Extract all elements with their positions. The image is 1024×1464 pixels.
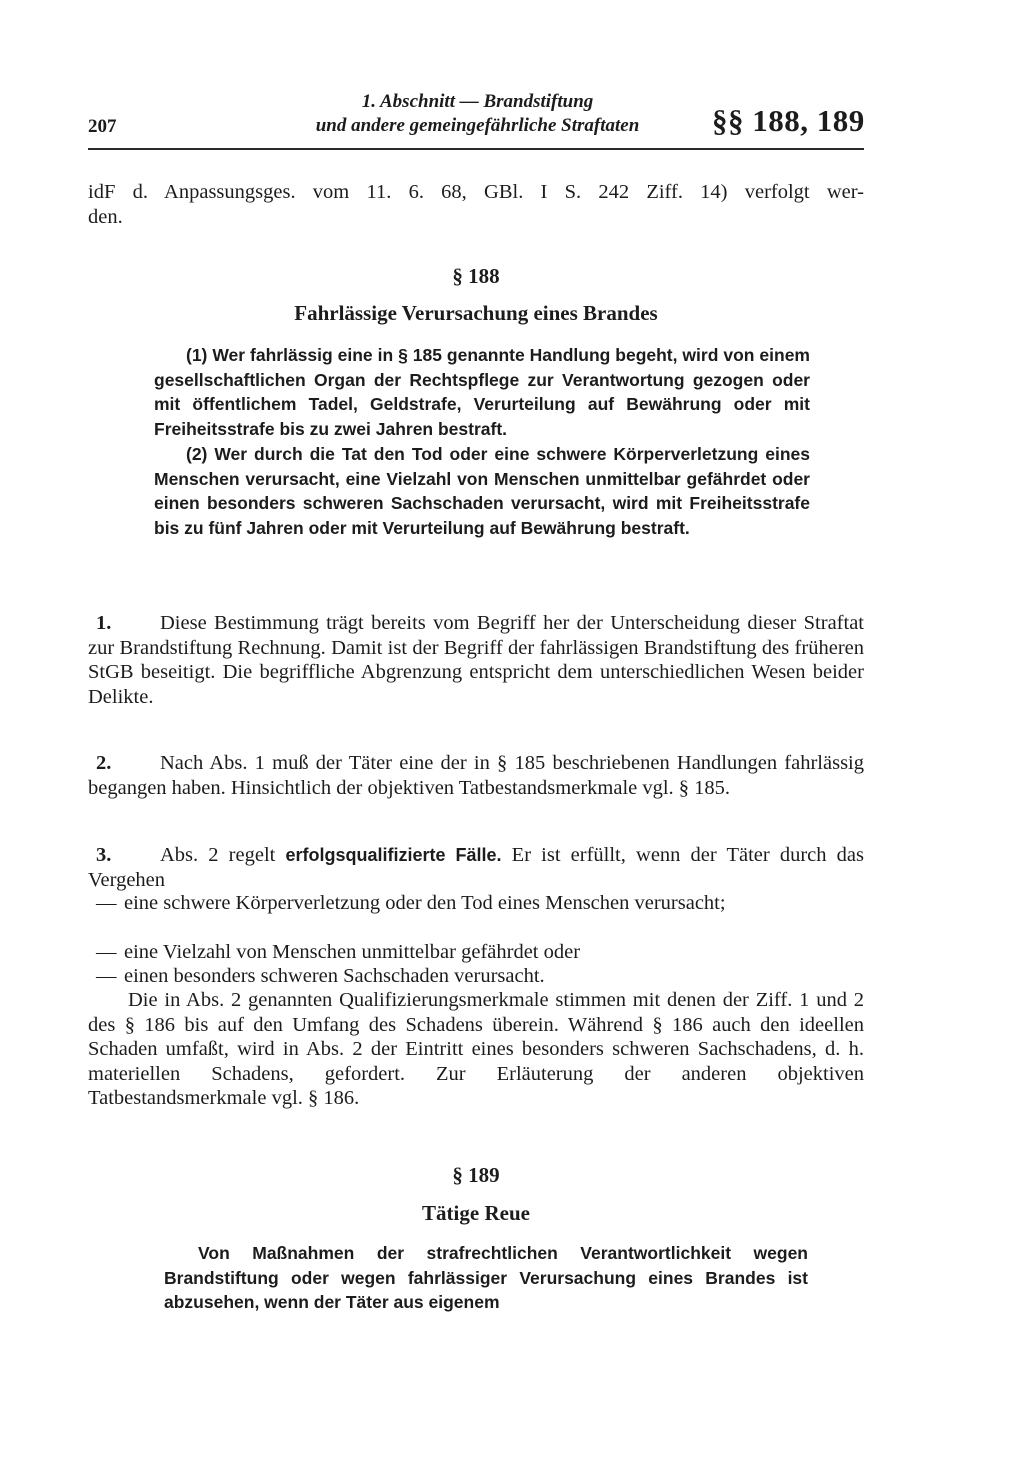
note-3-text-pre: Abs. 2 regelt [160, 844, 286, 866]
section-189-title: Tätige Reue [422, 1201, 530, 1225]
dash-mark: — [96, 892, 117, 914]
note-3-list-item [88, 964, 864, 989]
note-1 [88, 611, 864, 709]
intro-text [88, 180, 864, 230]
intro-line-2: den. [88, 206, 123, 228]
dash-mark: — [96, 965, 117, 987]
note-3-text-post: Er ist erfüllt, wenn der Täter durch das Vergehen [88, 844, 864, 891]
note-1-text: Diese Bestimmung trägt bereits vom Begriff her der Unterscheidung dieser Straftat zur Brandstiftung Rechnung. Damit ist der Begriff der fahrlässigen Brandstiftung des früheren StGB beseitigt. Die begriffliche Abgrenzung entspricht dem unterschiedlichen Wesen beider Delikte. [88, 612, 864, 708]
section-189-number: § 189 [452, 1163, 500, 1187]
note-2 [88, 751, 864, 800]
note-1-number: 1. [96, 612, 112, 634]
note-3-list-item-text: einen besonders schweren Sachschaden verursacht. [124, 965, 545, 987]
header-rule [88, 148, 864, 150]
running-header-title [250, 90, 705, 138]
note-3-closing [88, 988, 864, 1111]
note-3-number: 3. [96, 844, 112, 866]
note-3-emphasis: erfolgsqualifizierte Fälle. [285, 845, 502, 865]
running-header-line-2: und andere gemeingefährliche Straftaten [315, 115, 640, 136]
note-3 [88, 843, 864, 892]
note-3-list-item [88, 891, 864, 916]
note-3-closing-text: Die in Abs. 2 genannten Qualifizierungsmerkmale stimmen mit denen der Ziff. 1 und 2 des § 186 bis auf den Umfang des Schadens überein. Während § 186 auch den ideellen Schaden umfaßt, wird in Abs. 2 der Eintritt eines besonders schweren Sachschadens, d. h. materiellen Schadens, gefordert. Zur Erläuterung der anderen objektiven Tatbestandsmerkmale vgl. § 186. [88, 989, 864, 1109]
section-188-paragraph-1: (1) Wer fahrlässig eine in § 185 genannte Handlung begeht, wird von einem gesellschaftlichen Organ der Rechtspflege zur Verantwortung gezogen oder mit öffentlichem Tadel, Geldstrafe, Verurteilung auf Bewährung oder mit Freiheitsstrafe bis zu zwei Jahren bestraft. [154, 345, 810, 440]
note-3-text [88, 843, 864, 892]
running-header-sections: §§ 188, 189 [712, 103, 865, 138]
page-number: 207 [88, 116, 117, 137]
section-189-paragraph: Von Maßnahmen der strafrechtlichen Verantwortlichkeit wegen Brandstiftung oder wegen fahrlässiger Verursachung eines Brandes ist abzusehen, wenn der Täter aus eigenem [164, 1243, 808, 1313]
intro-line-1: idF d. Anpassungsges. vom 11. 6. 68, GBl. I S. 242 Ziff. 14) verfolgt wer- [88, 181, 864, 203]
section-188-statute [154, 343, 810, 541]
section-188-paragraph-2: (2) Wer durch die Tat den Tod oder eine schwere Körperverletzung eines Menschen verursacht, eine Vielzahl von Menschen unmittelbar gefährdet oder einen besonders schweren Sachschaden verursacht, wird mit Freiheitsstrafe bis zu fünf Jahren oder mit Verurteilung auf Bewährung bestraft. [154, 443, 810, 538]
note-3-list-item-text: eine Vielzahl von Menschen unmittelbar gefährdet oder [124, 941, 581, 963]
section-189-statute [164, 1241, 808, 1315]
section-188-title: Fahrlässige Verursachung eines Brandes [294, 301, 658, 325]
note-2-text: Nach Abs. 1 muß der Täter eine der in § 185 beschriebenen Handlungen fahrlässig begangen haben. Hinsichtlich der objektiven Tatbestandsmerkmale vgl. § 185. [88, 752, 864, 799]
note-2-number: 2. [96, 752, 112, 774]
section-188-number: § 188 [452, 264, 500, 288]
running-header-line-1: 1. Abschnitt — Brandstiftung [361, 91, 594, 112]
dash-mark: — [96, 941, 117, 963]
note-3-list-item-text: eine schwere Körperverletzung oder den Tod eines Menschen verursacht; [124, 892, 726, 914]
note-3-list-item [88, 940, 864, 965]
